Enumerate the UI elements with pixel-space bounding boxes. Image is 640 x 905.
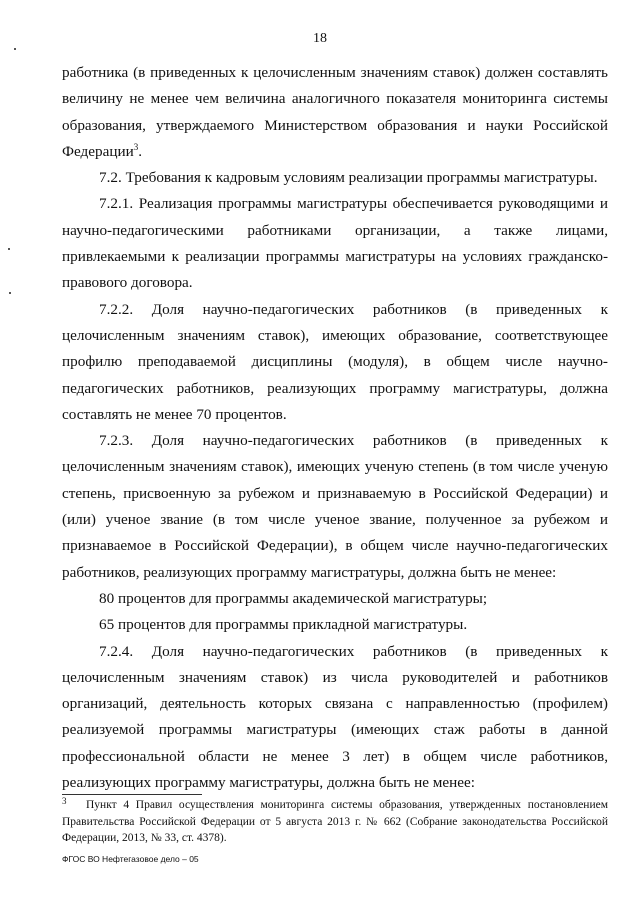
paragraph-text: работника (в приведенных к целочисленным значениям ставок) должен составлять величину не менее чем величина аналогичного показателя мониторинга системы образования, утверждаемого Министерством образования и науки Российской Федерации bbox=[62, 64, 608, 160]
document-body bbox=[62, 60, 608, 796]
page-number: 18 bbox=[313, 31, 327, 46]
paragraph-tail: . bbox=[138, 142, 143, 160]
list-item-applied: 65 процентов для программы прикладной магистратуры. bbox=[99, 616, 468, 634]
footnote: 3 Пункт 4 Правил осуществления мониторинга системы образования, утвержденных постановлением Правительства Российской Федерации от 5 августа 2013 г. № 662 (Собрание законодательства Российской Федерации, 2013, № 33, ст. 4378). bbox=[62, 796, 608, 844]
document-footer-label: ФГОС ВО Нефтегазовое дело – 05 bbox=[62, 854, 199, 864]
list-item-academic: 80 процентов для программы академической магистратуры; bbox=[99, 589, 488, 607]
scan-speck bbox=[8, 248, 10, 250]
scan-speck bbox=[9, 292, 11, 294]
footnote-divider bbox=[62, 794, 202, 795]
clause-7-2-3: 7.2.3. Доля научно-педагогических работников (в приведенных к целочисленным значениям ставок), имеющих ученую степень (в том числе ученую степень, присвоенную за рубежом и признаваемую в Российской Федерации) и (или) ученое звание (в том числе ученое звание, полученное за рубежом и признаваемое в Российской Федерации), в общем числе научно-педагогических работников, реализующих программу магистратуры, должна быть не менее: bbox=[62, 432, 608, 581]
paragraph-continuation bbox=[62, 60, 608, 165]
footnote-text: Пункт 4 Правил осуществления мониторинга системы образования, утвержденных постановлением Правительства Российской Федерации от 5 августа 2013 г. № 662 (Собрание законодательства Российской Федерации, 2013, № 33, ст. 4378). bbox=[62, 799, 608, 844]
section-heading-7-2: 7.2. Требования к кадровым условиям реализации программы магистратуры. bbox=[99, 169, 598, 187]
scan-speck bbox=[14, 48, 16, 50]
clause-7-2-1: 7.2.1. Реализация программы магистратуры обеспечивается руководящими и научно-педагогическими работниками организации, а также лицами, привлекаемыми к реализации программы магистратуры на условиях гражданско-правового договора. bbox=[62, 195, 608, 292]
footnote-reference: 3 bbox=[133, 141, 139, 152]
clause-7-2-2: 7.2.2. Доля научно-педагогических работников (в приведенных к целочисленным значениям ставок), имеющих образование, соответствующее профилю преподаваемой дисциплины (модуля), в общем числе научно-педагогических работников, реализующих программу магистратуры, должна составлять не менее 70 процентов. bbox=[62, 300, 608, 423]
clause-7-2-4: 7.2.4. Доля научно-педагогических работников (в приведенных к целочисленным значениям ставок) из числа руководителей и работников организаций, деятельность которых связана с направленностью (профилем) реализуемой программы магистратуры (имеющих стаж работы в данной профессиональной области не менее 3 лет) в общем числе работников, реализующих программу магистратуры, должна быть не менее: bbox=[62, 642, 608, 792]
